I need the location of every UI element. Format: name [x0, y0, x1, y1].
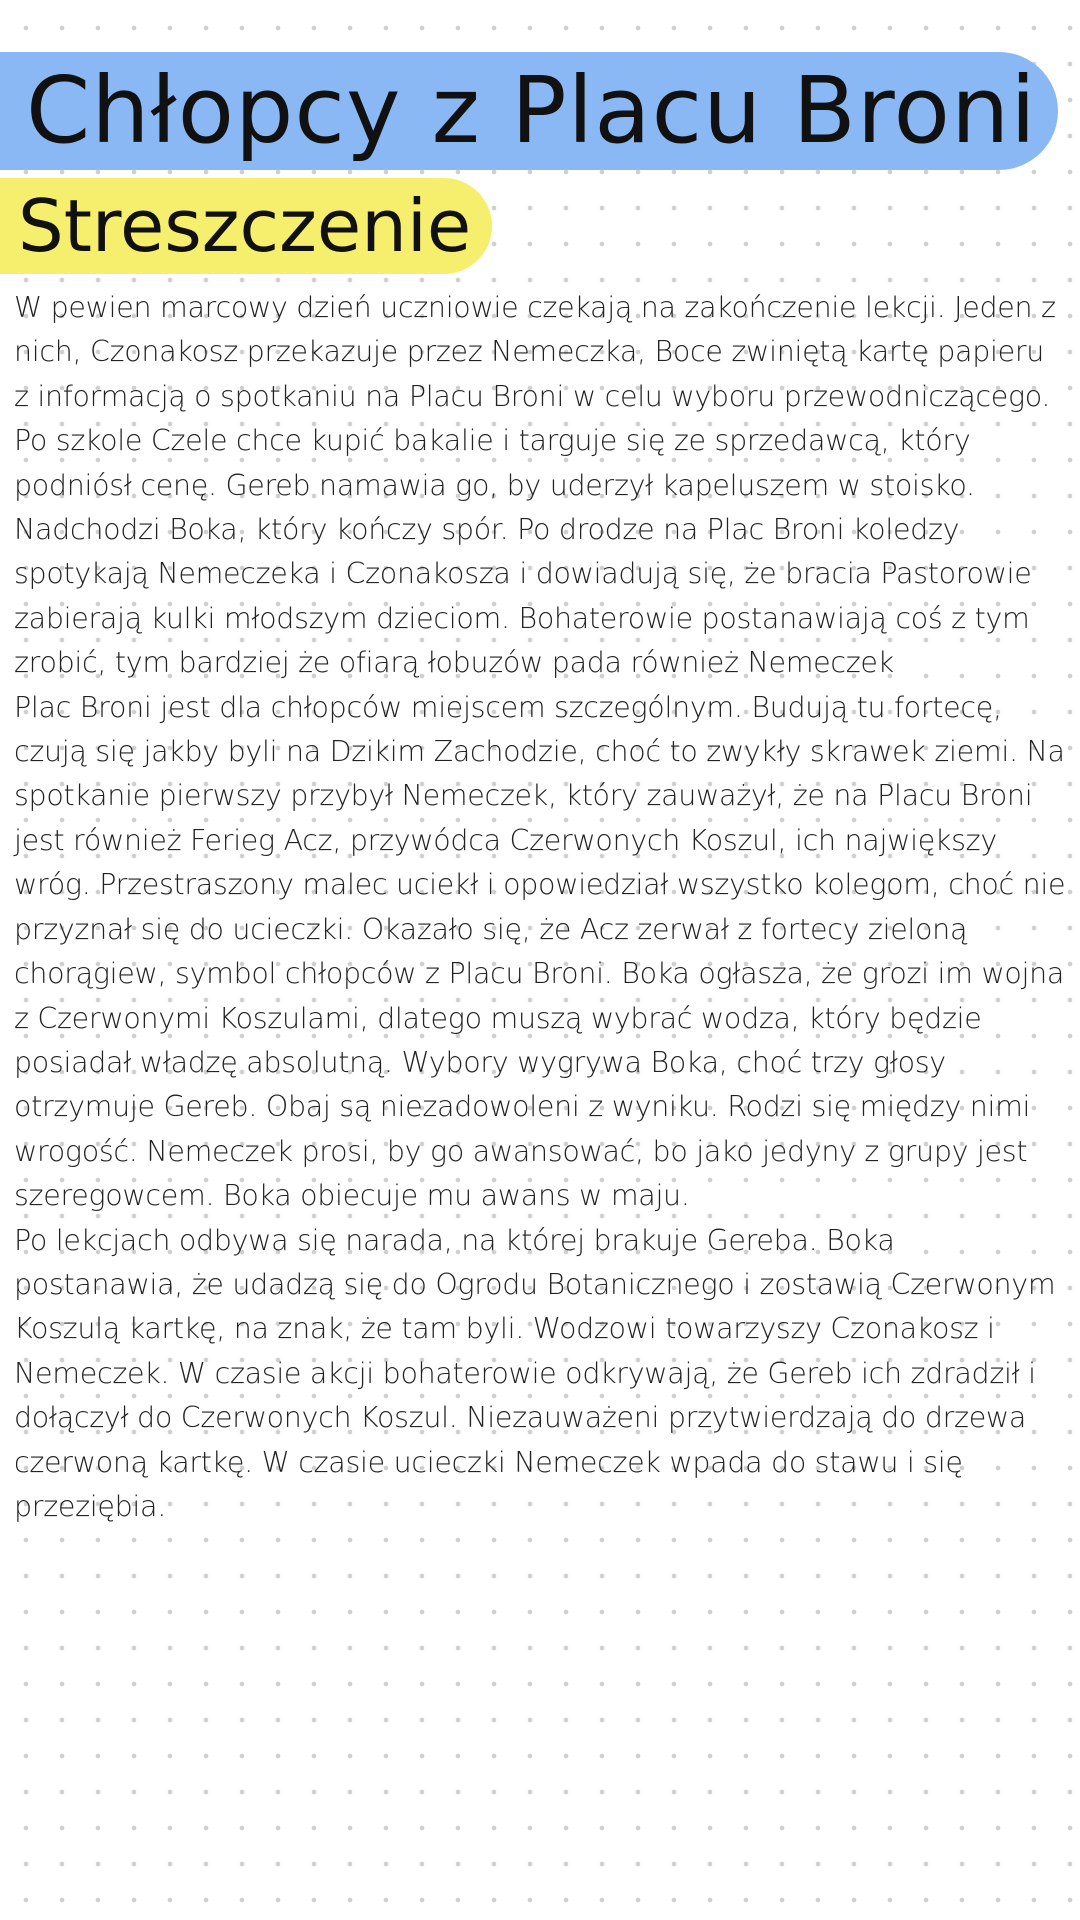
summary-text — [14, 286, 1066, 1529]
paragraph-1: W pewien marcowy dzień uczniowie czekają na zakończenie lekcji. Jeden z nich, Czonakosz przekazuje przez Nemeczka, Boce zwiniętą kartę papieru z informacją o spotkaniu na Placu Broni w celu wyboru przewodniczącego. Po szkole Czele chce kupić bakalie i targuje się ze sprzedawcą, który podniósł cenę. Gereb namawia go, by uderzył kapeluszem w stoisko. Nadchodzi Boka, który kończy spór. Po drodze na Plac Broni koledzy spotykają Nemeczeka i Czonakosza i dowiadują się, że bracia Pastorowie zabierają kulki młodszym dzieciom. Bohaterowie postanawiają coś z tym zrobić, tym bardziej że ofiarą łobuzów pada również Nemeczek — [14, 291, 1056, 680]
paragraph-2: Plac Broni jest dla chłopców miejscem szczególnym. Budują tu fortecę, czują się jakby byli na Dzikim Zachodzie, choć to zwykły skrawek ziemi. Na spotkanie pierwszy przybył Nemeczek, który zauważył, że na Placu Broni jest również Ferieg Acz, przywódca Czerwonych Koszul, ich największy wróg. Przestraszony malec uciekł i opowiedział wszystko kolegom, choć nie przyznał się do ucieczki. Okazało się, że Acz zerwał z fortecy zieloną chorągiew, symbol chłopców z Placu Broni. Boka ogłasza, że grozi im wojna z Czerwonymi Koszulami, dlatego muszą wybrać wodza, który będzie posiadał władzę absolutną. Wybory wygrywa Boka, choć trzy głosy otrzymuje Gereb. Obaj są niezadowoleni z wyniku. Rodzi się między nimi wrogość. Nemeczek prosi, by go awansować, bo jako jedyny z grupy jest szeregowcem. Boka obiecuje mu awans w maju. — [14, 690, 1066, 1213]
page-title: Chłopcy z Placu Broni — [26, 57, 1037, 164]
paragraph-3: Po lekcjach odbywa się narada, na której brakuje Gereba. Boka postanawia, że udadzą się do Ogrodu Botanicznego i zostawią Czerwonym Koszulą kartkę, na znak, że tam byli. Wodzowi towarzyszy Czonakosz i Nemeczek. W czasie akcji bohaterowie odkrywają, że Gereb ich zdradził i dołączył do Czerwonych Koszul. Niezauważeni przytwierdzają do drzewa czerwoną kartkę. W czasie ucieczki Nemeczek wpada do stawu i się przeziębia. — [14, 1223, 1056, 1523]
title-banner — [0, 52, 1068, 170]
subtitle-banner — [0, 178, 500, 274]
section-heading: Streszczenie — [18, 184, 472, 268]
